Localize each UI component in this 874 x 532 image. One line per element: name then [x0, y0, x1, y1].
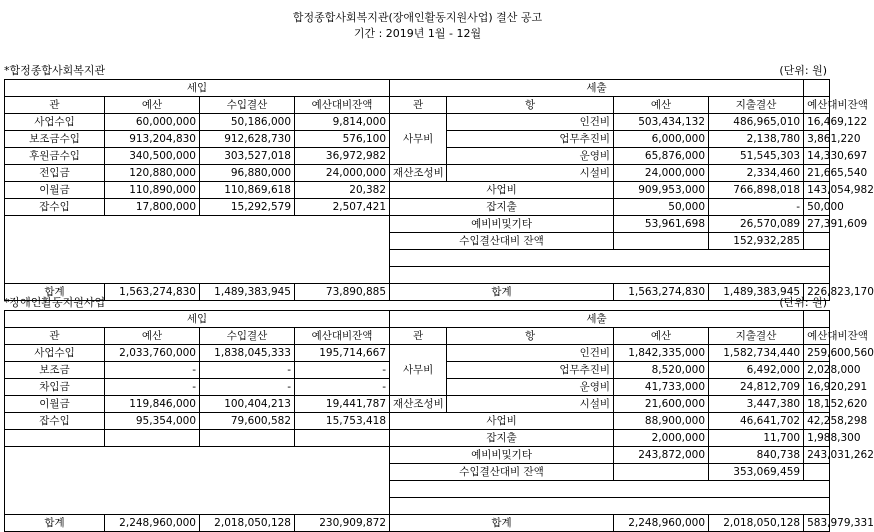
expense-balance: 21,665,540: [804, 165, 830, 182]
expense-header: 세출: [390, 80, 804, 97]
income-total-label: 합계: [5, 284, 105, 301]
expense-budget: 53,961,698: [614, 216, 709, 233]
income-category: 잡수입: [5, 199, 105, 216]
expense-header: 세출: [390, 311, 804, 328]
expense-actual: 2,138,780: [709, 131, 804, 148]
expense-total-budget: 2,248,960,000: [614, 515, 709, 532]
table-row: [5, 114, 830, 131]
expense-balance: 18,152,620: [804, 396, 830, 413]
income-total-balance: 230,909,872: [295, 515, 390, 532]
income-balance: -: [295, 362, 390, 379]
empty-cell: [390, 250, 830, 267]
income-budget: 2,033,760,000: [105, 345, 200, 362]
expense-balance: 14,330,697: [804, 148, 830, 165]
expense-balance: 27,391,609: [804, 216, 830, 233]
income-total-label: 합계: [5, 515, 105, 532]
column-header: 예산대비잔액: [295, 328, 390, 345]
expense-budget: 6,000,000: [614, 131, 709, 148]
expense-actual: 46,641,702: [709, 413, 804, 430]
expense-actual: 3,447,380: [709, 396, 804, 413]
expense-budget: [614, 464, 709, 481]
income-category: 차입금: [5, 379, 105, 396]
income-budget: 340,500,000: [105, 148, 200, 165]
expense-balance: 16,469,122: [804, 114, 830, 131]
column-header: 수입결산: [200, 97, 295, 114]
income-category: 사업수입: [5, 114, 105, 131]
total-row: [5, 284, 830, 301]
total-row: [5, 515, 830, 532]
expense-total-actual: 2,018,050,128: [709, 515, 804, 532]
income-balance: 15,753,418: [295, 413, 390, 430]
table-row: [5, 396, 830, 413]
expense-budget: 2,000,000: [614, 430, 709, 447]
expense-item: 운영비: [447, 148, 614, 165]
expense-actual: 152,932,285: [709, 233, 804, 250]
income-actual: 100,404,213: [200, 396, 295, 413]
empty-cell: [5, 447, 390, 515]
income-total-budget: 1,563,274,830: [105, 284, 200, 301]
income-actual: 303,527,018: [200, 148, 295, 165]
income-budget: 17,800,000: [105, 199, 200, 216]
income-budget: 119,846,000: [105, 396, 200, 413]
expense-category: 사업비: [390, 413, 614, 430]
expense-total-label: 합계: [390, 515, 614, 532]
income-category: 보조금: [5, 362, 105, 379]
column-header: 예산: [614, 328, 709, 345]
table-header-row: [5, 97, 830, 114]
expense-category: 수입결산대비 잔액: [390, 464, 614, 481]
income-header: 세입: [5, 311, 390, 328]
column-header: 항: [447, 97, 614, 114]
income-balance: 195,714,667: [295, 345, 390, 362]
income-actual: 15,292,579: [200, 199, 295, 216]
table-row: [5, 447, 830, 464]
expense-actual: 486,965,010: [709, 114, 804, 131]
table-row: [5, 165, 830, 182]
income-budget: 913,204,830: [105, 131, 200, 148]
column-header: 예산대비잔액: [295, 97, 390, 114]
income-category: 전입금: [5, 165, 105, 182]
expense-balance: 2,028,000: [804, 362, 830, 379]
income-balance: [295, 430, 390, 447]
income-category: 이월금: [5, 182, 105, 199]
expense-item: 업무추진비: [447, 131, 614, 148]
settlement-table: [4, 310, 874, 532]
income-header: 세입: [5, 80, 390, 97]
expense-balance: 3,861,220: [804, 131, 830, 148]
column-header: 수입결산: [200, 328, 295, 345]
table-row: [5, 216, 830, 233]
income-actual: 1,838,045,333: [200, 345, 295, 362]
income-budget: -: [105, 379, 200, 396]
column-header: 예산: [105, 97, 200, 114]
expense-actual: 24,812,709: [709, 379, 804, 396]
expense-budget: 50,000: [614, 199, 709, 216]
column-header: 예산대비잔액: [804, 328, 830, 345]
income-budget: 95,354,000: [105, 413, 200, 430]
column-header: 관: [5, 328, 105, 345]
expense-balance: 243,031,262: [804, 447, 830, 464]
expense-budget: 41,733,000: [614, 379, 709, 396]
income-total-actual: 2,018,050,128: [200, 515, 295, 532]
expense-category: 예비비및기타: [390, 216, 614, 233]
income-balance: -: [295, 379, 390, 396]
empty-cell: [390, 498, 830, 515]
expense-category: 잡지출: [390, 430, 614, 447]
expense-total-budget: 1,563,274,830: [614, 284, 709, 301]
income-budget: 60,000,000: [105, 114, 200, 131]
settlement-table: [4, 79, 874, 301]
unit-label: (단위: 원): [779, 296, 827, 309]
empty-cell: [390, 481, 830, 498]
expense-actual: 353,069,459: [709, 464, 804, 481]
expense-actual: 6,492,000: [709, 362, 804, 379]
column-header: 예산대비잔액: [804, 97, 830, 114]
income-balance: 576,100: [295, 131, 390, 148]
table-row: [5, 182, 830, 199]
expense-budget: [614, 233, 709, 250]
page-title: 합정종합사회복지관(장애인활동지원사업) 결산 공고: [292, 11, 543, 24]
income-actual: 50,186,000: [200, 114, 295, 131]
column-header: 지출결산: [709, 328, 804, 345]
section-title: *합정종합사회복지관: [4, 64, 106, 77]
expense-budget: 503,434,132: [614, 114, 709, 131]
income-total-budget: 2,248,960,000: [105, 515, 200, 532]
expense-balance: [804, 464, 830, 481]
income-category: [5, 430, 105, 447]
income-category: 잡수입: [5, 413, 105, 430]
income-budget: [105, 430, 200, 447]
expense-category: 사무비: [390, 345, 447, 396]
expense-category: 예비비및기타: [390, 447, 614, 464]
expense-balance: 259,600,560: [804, 345, 830, 362]
unit-label: (단위: 원): [779, 64, 827, 77]
expense-balance: 42,258,298: [804, 413, 830, 430]
expense-category: 사업비: [390, 182, 614, 199]
income-total-balance: 73,890,885: [295, 284, 390, 301]
income-total-actual: 1,489,383,945: [200, 284, 295, 301]
table-row: [5, 345, 830, 362]
expense-budget: 65,876,000: [614, 148, 709, 165]
income-actual: 110,869,618: [200, 182, 295, 199]
income-balance: 24,000,000: [295, 165, 390, 182]
income-category: 사업수입: [5, 345, 105, 362]
expense-actual: 766,898,018: [709, 182, 804, 199]
income-category: 이월금: [5, 396, 105, 413]
table-header-row: [5, 328, 830, 345]
expense-total-actual: 1,489,383,945: [709, 284, 804, 301]
column-header: 지출결산: [709, 97, 804, 114]
expense-item: 시설비: [447, 165, 614, 182]
expense-category: 재산조성비: [390, 396, 447, 413]
table-row: [5, 430, 830, 447]
period-label: 기간 : 2019년 1월 - 12월: [353, 27, 482, 40]
expense-actual: 11,700: [709, 430, 804, 447]
expense-actual: 26,570,089: [709, 216, 804, 233]
income-actual: 79,600,582: [200, 413, 295, 430]
income-balance: 36,972,982: [295, 148, 390, 165]
column-header: 관: [390, 328, 447, 345]
income-balance: 20,382: [295, 182, 390, 199]
income-budget: -: [105, 362, 200, 379]
expense-category: 수입결산대비 잔액: [390, 233, 614, 250]
expense-budget: 88,900,000: [614, 413, 709, 430]
expense-budget: 909,953,000: [614, 182, 709, 199]
expense-item: 시설비: [447, 396, 614, 413]
expense-budget: 24,000,000: [614, 165, 709, 182]
table-row: [5, 199, 830, 216]
expense-actual: 1,582,734,440: [709, 345, 804, 362]
expense-item: 인건비: [447, 114, 614, 131]
expense-item: 인건비: [447, 345, 614, 362]
income-actual: -: [200, 362, 295, 379]
table-header-row: [5, 311, 830, 328]
column-header: 예산: [105, 328, 200, 345]
expense-actual: 840,738: [709, 447, 804, 464]
column-header: 관: [390, 97, 447, 114]
expense-total-balance: 226,823,170: [804, 284, 830, 301]
expense-total-label: 합계: [390, 284, 614, 301]
income-category: 보조금수입: [5, 131, 105, 148]
income-budget: 110,890,000: [105, 182, 200, 199]
expense-balance: [804, 233, 830, 250]
column-header: 항: [447, 328, 614, 345]
expense-budget: 243,872,000: [614, 447, 709, 464]
income-balance: 2,507,421: [295, 199, 390, 216]
income-actual: 96,880,000: [200, 165, 295, 182]
expense-actual: -: [709, 199, 804, 216]
expense-budget: 8,520,000: [614, 362, 709, 379]
column-header: 예산: [614, 97, 709, 114]
table-row: [5, 413, 830, 430]
expense-balance: 143,054,982: [804, 182, 830, 199]
table-header-row: [5, 80, 830, 97]
income-actual: 912,628,730: [200, 131, 295, 148]
expense-balance: 50,000: [804, 199, 830, 216]
expense-total-balance: 583,979,331: [804, 515, 830, 532]
expense-category: 사무비: [390, 114, 447, 165]
section-title: *장애인활동지원사업: [4, 296, 106, 309]
income-balance: 9,814,000: [295, 114, 390, 131]
income-category: 후원금수입: [5, 148, 105, 165]
expense-actual: 2,334,460: [709, 165, 804, 182]
expense-actual: 51,545,303: [709, 148, 804, 165]
expense-item: 운영비: [447, 379, 614, 396]
expense-budget: 1,842,335,000: [614, 345, 709, 362]
income-budget: 120,880,000: [105, 165, 200, 182]
empty-cell: [390, 267, 830, 284]
expense-category: 재산조성비: [390, 165, 447, 182]
expense-balance: 1,988,300: [804, 430, 830, 447]
expense-budget: 21,600,000: [614, 396, 709, 413]
expense-balance: 16,920,291: [804, 379, 830, 396]
income-balance: 19,441,787: [295, 396, 390, 413]
column-header: 관: [5, 97, 105, 114]
expense-item: 업무추진비: [447, 362, 614, 379]
income-actual: [200, 430, 295, 447]
expense-category: 잡지출: [390, 199, 614, 216]
empty-cell: [5, 216, 390, 284]
income-actual: -: [200, 379, 295, 396]
